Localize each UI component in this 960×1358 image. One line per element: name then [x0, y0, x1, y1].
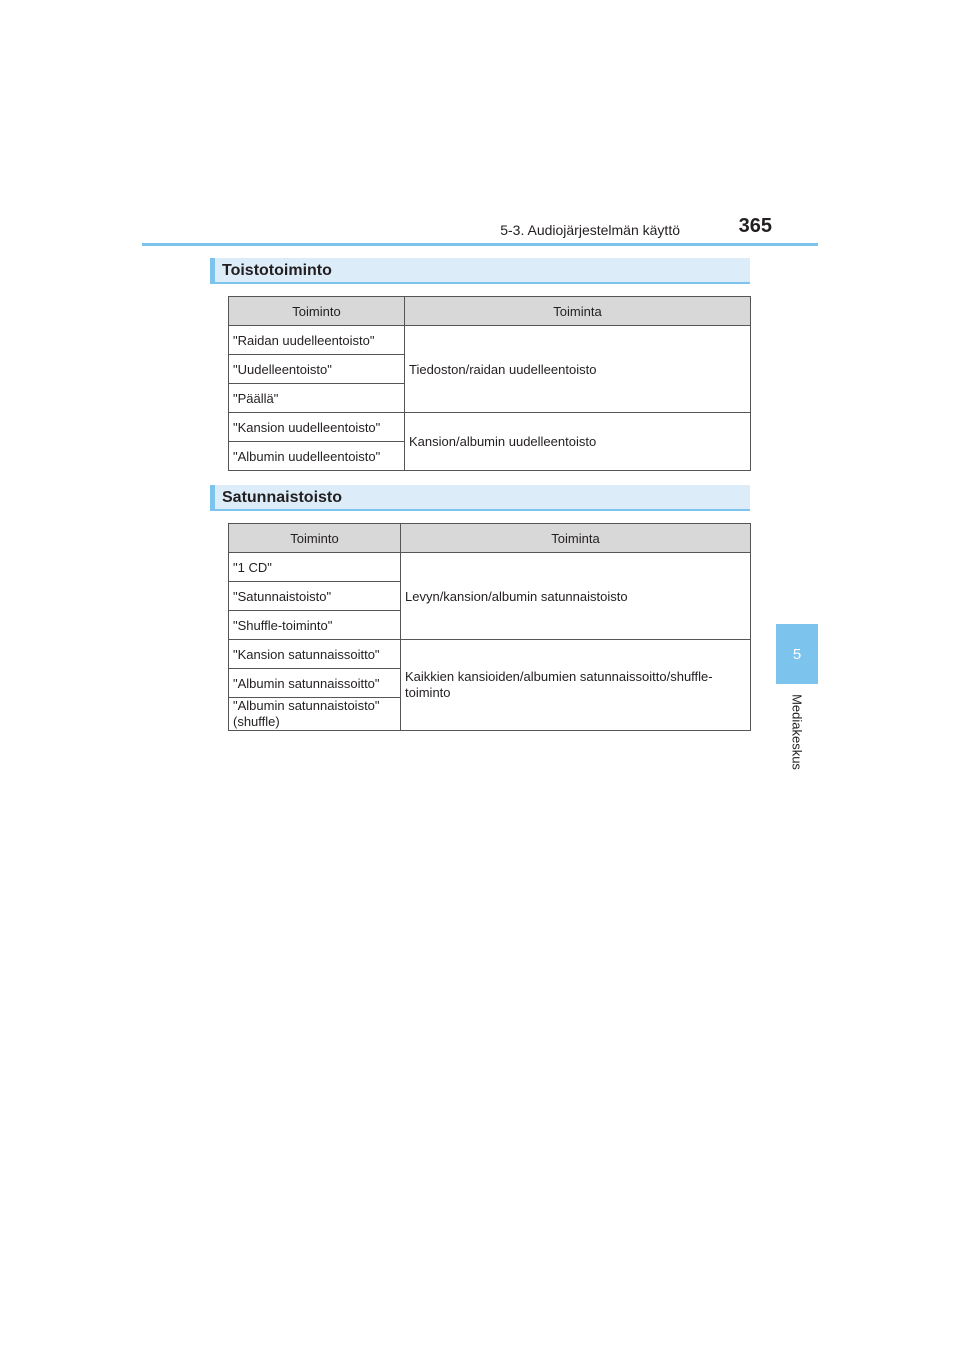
- table-row: [229, 640, 751, 669]
- repeat-section-heading: Toistotoiminto: [210, 258, 750, 284]
- table-row: [229, 326, 751, 355]
- shuffle-table: [228, 523, 751, 731]
- function-cell: "Satunnaistoisto": [229, 582, 401, 611]
- function-cell: "Albumin satunnaistoisto" (shuffle): [229, 698, 401, 731]
- function-cell: "Raidan uudelleentoisto": [229, 326, 405, 355]
- column-header-action: Toiminta: [401, 524, 751, 553]
- function-cell: "Shuffle-toiminto": [229, 611, 401, 640]
- function-cell: "Päällä": [229, 384, 405, 413]
- running-header-title: 5-3. Audiojärjestelmän käyttö: [500, 222, 680, 238]
- function-cell: "Albumin satunnaissoitto": [229, 669, 401, 698]
- action-cell: Kaikkien kansioiden/albumien satunnaissoitto/shuffle-toiminto: [401, 640, 751, 731]
- chapter-name-label: Mediakeskus: [789, 694, 805, 770]
- chapter-tab: [776, 624, 818, 684]
- header-divider: [142, 243, 818, 246]
- action-cell: Kansion/albumin uudelleentoisto: [405, 413, 751, 471]
- function-cell: "Kansion uudelleentoisto": [229, 413, 405, 442]
- shuffle-section-heading: Satunnaistoisto: [210, 485, 750, 511]
- repeat-table: [228, 296, 751, 471]
- column-header-function: Toiminto: [229, 524, 401, 553]
- table-row: [229, 553, 751, 582]
- function-cell: "Albumin uudelleentoisto": [229, 442, 405, 471]
- chapter-number: 5: [792, 645, 802, 663]
- function-cell: "Uudelleentoisto": [229, 355, 405, 384]
- page-number: 365: [738, 215, 772, 237]
- function-cell: "Kansion satunnaissoitto": [229, 640, 401, 669]
- action-cell: Tiedoston/raidan uudelleentoisto: [405, 326, 751, 413]
- table-header-row: [229, 524, 751, 553]
- table-header-row: [229, 297, 751, 326]
- action-cell: Levyn/kansion/albumin satunnaistoisto: [401, 553, 751, 640]
- function-cell: "1 CD": [229, 553, 401, 582]
- column-header-action: Toiminta: [405, 297, 751, 326]
- column-header-function: Toiminto: [229, 297, 405, 326]
- table-row: [229, 413, 751, 442]
